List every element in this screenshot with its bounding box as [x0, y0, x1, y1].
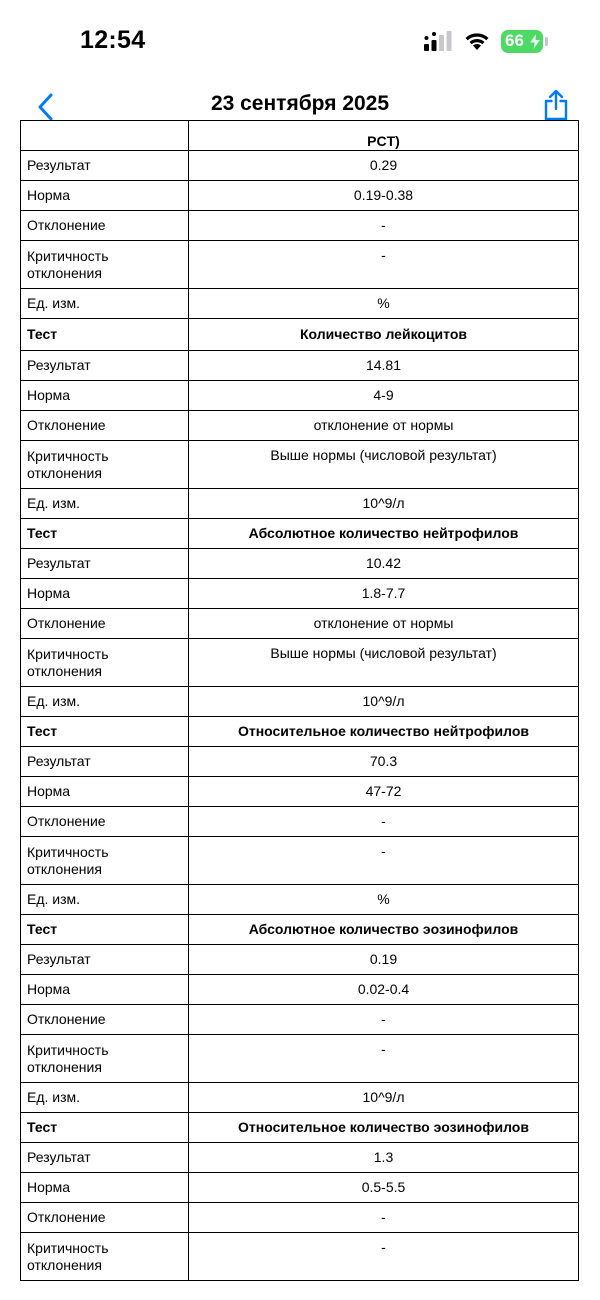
results-scroll-area[interactable]: [0, 132, 600, 1273]
row-label: Ед. изм.: [21, 289, 189, 319]
row-label: Результат: [21, 549, 189, 579]
unit-value: %: [189, 289, 579, 319]
battery-level: 66: [505, 31, 524, 50]
table-row: [21, 289, 579, 319]
norm-value: 0.02-0.4: [189, 975, 579, 1005]
deviation-value: -: [189, 1203, 579, 1233]
test-header-row: [21, 319, 579, 351]
row-label: Тест: [21, 519, 189, 549]
table-row: [21, 639, 579, 687]
test-name: Абсолютное количество эозинофилов: [189, 915, 579, 945]
row-label: Норма: [21, 381, 189, 411]
status-time: 12:54: [80, 26, 146, 54]
row-label: Отклонение: [21, 411, 189, 441]
row-label: Критичность отклонения: [21, 441, 189, 489]
criticality-value: Выше нормы (числовой результат): [189, 639, 579, 687]
table-row: [21, 489, 579, 519]
row-label: Норма: [21, 777, 189, 807]
norm-value: 0.5-5.5: [189, 1173, 579, 1203]
cellular-signal-icon: [423, 30, 453, 52]
table-row: [21, 211, 579, 241]
table-row: [21, 1083, 579, 1113]
wifi-icon: [463, 30, 491, 52]
deviation-value: -: [189, 807, 579, 837]
unit-value: 10^9/л: [189, 489, 579, 519]
criticality-value: -: [189, 1233, 579, 1281]
row-label: Результат: [21, 151, 189, 181]
table-row: [21, 1035, 579, 1083]
row-label: Отклонение: [21, 211, 189, 241]
table-row: [21, 351, 579, 381]
row-label: Ед. изм.: [21, 489, 189, 519]
row-label: Результат: [21, 351, 189, 381]
row-label: Результат: [21, 1143, 189, 1173]
test-name: Количество лейкоцитов: [189, 319, 579, 351]
table-row: [21, 609, 579, 639]
row-label: Норма: [21, 579, 189, 609]
table-row: [21, 807, 579, 837]
row-label: Ед. изм.: [21, 1083, 189, 1113]
criticality-value: -: [189, 1035, 579, 1083]
table-row: [21, 1203, 579, 1233]
result-value: 14.81: [189, 351, 579, 381]
test-header-row: [21, 717, 579, 747]
row-label: [21, 121, 189, 151]
table-row: [21, 241, 579, 289]
criticality-value: -: [189, 241, 579, 289]
result-value: 70.3: [189, 747, 579, 777]
row-label: Тест: [21, 915, 189, 945]
table-row: [21, 181, 579, 211]
table-row: [21, 549, 579, 579]
unit-value: 10^9/л: [189, 1083, 579, 1113]
battery-tip: [545, 37, 548, 46]
unit-value: 10^9/л: [189, 687, 579, 717]
test-name: Абсолютное количество нейтрофилов: [189, 519, 579, 549]
row-label: Результат: [21, 945, 189, 975]
norm-value: 0.19-0.38: [189, 181, 579, 211]
norm-value: 1.8-7.7: [189, 579, 579, 609]
table-row: [21, 747, 579, 777]
status-icons: [423, 29, 548, 53]
test-name-tail: PCT): [189, 121, 579, 151]
table-row: [21, 151, 579, 181]
status-bar: [0, 0, 600, 80]
row-label: Критичность отклонения: [21, 837, 189, 885]
deviation-value: отклонение от нормы: [189, 411, 579, 441]
table-row: [21, 1233, 579, 1281]
table-row: [21, 121, 579, 151]
results-table: [20, 120, 579, 1281]
row-label: Отклонение: [21, 1203, 189, 1233]
row-label: Норма: [21, 181, 189, 211]
page-title: 23 сентября 2025: [210, 92, 390, 115]
result-value: 0.29: [189, 151, 579, 181]
row-label: Норма: [21, 975, 189, 1005]
result-value: 1.3: [189, 1143, 579, 1173]
charging-bolt-icon: [530, 34, 540, 49]
table-row: [21, 381, 579, 411]
row-label: Критичность отклонения: [21, 1035, 189, 1083]
row-label: Критичность отклонения: [21, 639, 189, 687]
test-header-row: [21, 519, 579, 549]
share-icon: [543, 89, 569, 121]
row-label: Норма: [21, 1173, 189, 1203]
norm-value: 4-9: [189, 381, 579, 411]
criticality-value: Выше нормы (числовой результат): [189, 441, 579, 489]
test-header-row: [21, 1113, 579, 1143]
row-label: Ед. изм.: [21, 885, 189, 915]
unit-value: %: [189, 885, 579, 915]
norm-value: 47-72: [189, 777, 579, 807]
row-label: Тест: [21, 1113, 189, 1143]
table-row: [21, 1005, 579, 1035]
test-name: Относительное количество эозинофилов: [189, 1113, 579, 1143]
table-row: [21, 837, 579, 885]
table-row: [21, 1173, 579, 1203]
table-row: [21, 777, 579, 807]
table-row: [21, 687, 579, 717]
row-label: Ед. изм.: [21, 687, 189, 717]
row-label: Тест: [21, 319, 189, 351]
table-row: [21, 441, 579, 489]
table-row: [21, 975, 579, 1005]
row-label: Отклонение: [21, 1005, 189, 1035]
table-row: [21, 885, 579, 915]
table-row: [21, 1143, 579, 1173]
row-label: Отклонение: [21, 807, 189, 837]
result-value: 10.42: [189, 549, 579, 579]
row-label: Отклонение: [21, 609, 189, 639]
test-header-row: [21, 915, 579, 945]
row-label: Критичность отклонения: [21, 241, 189, 289]
table-row: [21, 411, 579, 441]
table-row: [21, 945, 579, 975]
criticality-value: -: [189, 837, 579, 885]
deviation-value: отклонение от нормы: [189, 609, 579, 639]
test-name: Относительное количество нейтрофилов: [189, 717, 579, 747]
result-value: 0.19: [189, 945, 579, 975]
table-row: [21, 579, 579, 609]
row-label: Результат: [21, 747, 189, 777]
row-label: Критичность отклонения: [21, 1233, 189, 1281]
share-button[interactable]: [540, 86, 572, 124]
battery-indicator: [501, 30, 543, 53]
deviation-value: -: [189, 1005, 579, 1035]
deviation-value: -: [189, 211, 579, 241]
row-label: Тест: [21, 717, 189, 747]
